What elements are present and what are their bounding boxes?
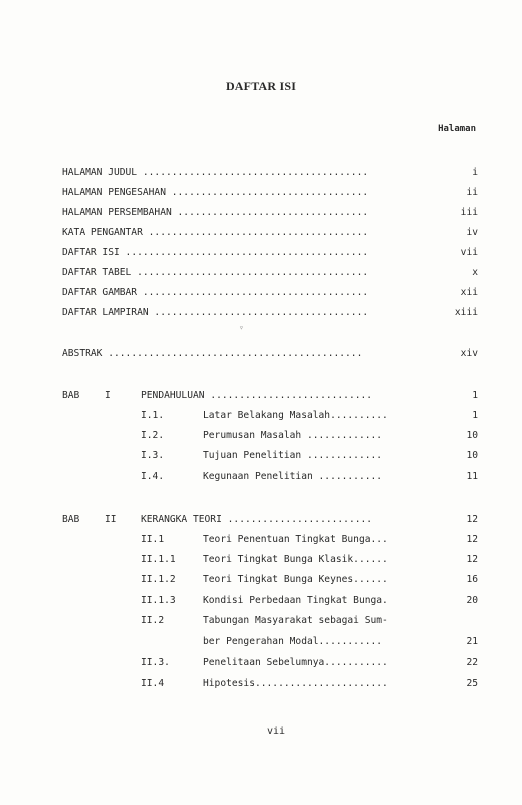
toc-subentry	[62, 573, 478, 587]
toc-entry-page: iv	[466, 227, 478, 238]
toc-entry-page: 21	[466, 636, 478, 647]
section-title: Tabungan Masyarakat sebagai Sum-	[203, 615, 388, 626]
chapter-word: BAB	[62, 514, 80, 525]
section-code: I.4.	[141, 471, 165, 482]
chapter-number: I	[105, 390, 111, 401]
toc-entry-label: KATA PENGANTAR ......................................	[62, 227, 369, 238]
toc-entry-page: 22	[466, 657, 478, 668]
toc-entry-page: xii	[460, 287, 478, 298]
toc-subentry	[62, 635, 478, 649]
toc-entry-page: 10	[466, 450, 478, 461]
toc-entry-label: DAFTAR LAMPIRAN .....................................	[62, 307, 369, 318]
toc-entry-label: HALAMAN PERSEMBAHAN .................................	[62, 207, 369, 218]
section-title: Hipotesis.......................	[203, 678, 388, 689]
section-title: Latar Belakang Masalah..........	[203, 410, 388, 421]
chapter-number: II	[105, 514, 117, 525]
section-title: ber Pengerahan Modal...........	[203, 636, 383, 647]
toc-entry-page: ii	[466, 187, 478, 198]
toc-entry	[62, 246, 478, 260]
toc-subentry	[62, 677, 478, 691]
toc-entry-label: DAFTAR ISI ..........................................	[62, 247, 369, 258]
toc-entry-page: iii	[460, 207, 478, 218]
page-number: vii	[266, 726, 286, 737]
toc-entry	[62, 166, 478, 180]
toc-entry-page: 10	[466, 430, 478, 441]
section-code: II.1.3	[141, 595, 176, 606]
section-title: Kondisi Perbedaan Tingkat Bunga.	[203, 595, 388, 606]
toc-entry-page: x	[472, 267, 478, 278]
toc-entry-page: 16	[466, 574, 478, 585]
toc-entry-page: 12	[466, 554, 478, 565]
toc-entry	[62, 306, 478, 320]
toc-entry-label: DAFTAR GAMBAR .......................................	[62, 287, 369, 298]
toc-entry-label: HALAMAN JUDUL .......................................	[62, 167, 369, 178]
toc-entry-page: 12	[466, 514, 478, 525]
section-code: II.3.	[141, 657, 170, 668]
toc-entry-page: 20	[466, 595, 478, 606]
section-code: II.1.2	[141, 574, 176, 585]
section-code: II.4	[141, 678, 165, 689]
toc-subentry	[62, 409, 478, 423]
scan-mark: ▿	[239, 323, 244, 332]
section-title: Teori Penentuan Tingkat Bunga...	[203, 534, 388, 545]
chapter-title: KERANGKA TEORI .........................	[141, 514, 373, 525]
section-code: II.1	[141, 534, 165, 545]
toc-entry	[62, 186, 478, 200]
page-column-label: Halaman	[438, 124, 476, 134]
section-title: Teori Tingkat Bunga Klasik......	[203, 554, 388, 565]
page-title: DAFTAR ISI	[225, 79, 297, 93]
section-code: II.1.1	[141, 554, 176, 565]
toc-entry-page: 12	[466, 534, 478, 545]
chapter-title: PENDAHULUAN ............................	[141, 390, 373, 401]
toc-entry	[62, 206, 478, 220]
toc-entry-page: i	[472, 167, 478, 178]
toc-subentry	[62, 449, 478, 463]
toc-entry-page: xiv	[460, 348, 478, 359]
section-code: I.1.	[141, 410, 165, 421]
section-title: Teori Tingkat Bunga Keynes......	[203, 574, 388, 585]
toc-subentry	[62, 614, 478, 628]
chapter-heading	[62, 389, 478, 403]
toc-entry	[62, 266, 478, 280]
toc-entry-label: HALAMAN PENGESAHAN ..................................	[62, 187, 369, 198]
section-title: Kegunaan Penelitian ...........	[203, 471, 383, 482]
section-code: I.3.	[141, 450, 165, 461]
toc-subentry	[62, 429, 478, 443]
toc-entry-page: 1	[472, 410, 478, 421]
toc-entry-page: 25	[466, 678, 478, 689]
toc-subentry	[62, 470, 478, 484]
chapter-word: BAB	[62, 390, 80, 401]
toc-subentry	[62, 553, 478, 567]
section-title: Penelitaan Sebelumnya...........	[203, 657, 388, 668]
chapter-heading	[62, 513, 478, 527]
toc-entry	[62, 226, 478, 240]
toc-subentry	[62, 656, 478, 670]
section-code: I.2.	[141, 430, 165, 441]
section-title: Perumusan Masalah .............	[203, 430, 383, 441]
toc-entry-page: xiii	[454, 307, 478, 318]
toc-entry-page: 1	[472, 390, 478, 401]
toc-subentry	[62, 533, 478, 547]
toc-entry-abstrak	[62, 347, 478, 361]
section-code: II.2	[141, 615, 165, 626]
toc-entry-label: DAFTAR TABEL ........................................	[62, 267, 369, 278]
toc-entry-page: vii	[460, 247, 478, 258]
toc-entry-label: ABSTRAK ............................................	[62, 348, 363, 359]
section-title: Tujuan Penelitian .............	[203, 450, 383, 461]
toc-subentry	[62, 594, 478, 608]
toc-entry-page: 11	[466, 471, 478, 482]
toc-entry	[62, 286, 478, 300]
